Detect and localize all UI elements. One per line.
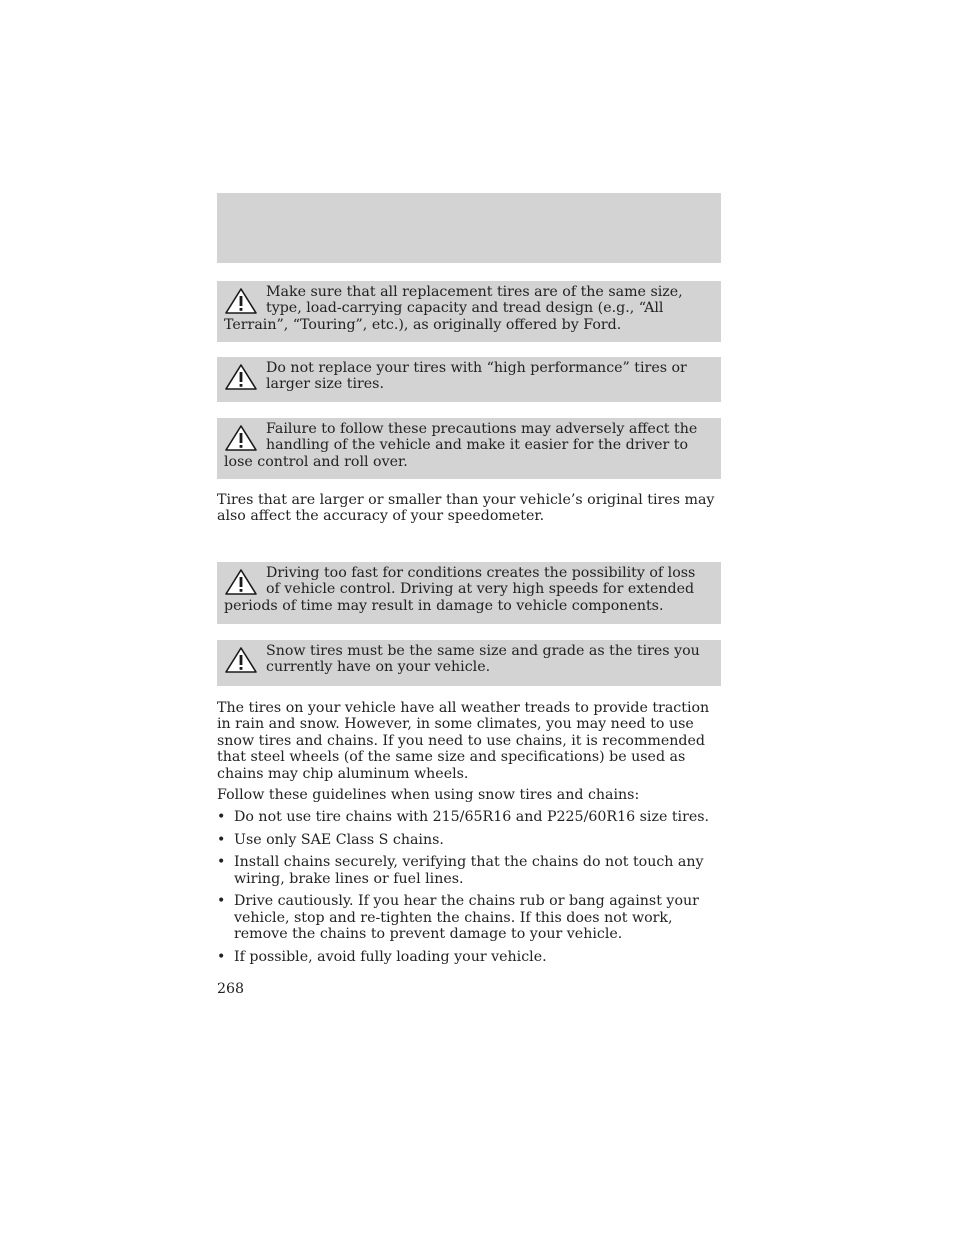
warning-triangle-icon	[224, 646, 258, 674]
bullet-symbol: •	[217, 854, 226, 871]
guidelines-intro: Follow these guidelines when using snow tires and chains:	[217, 787, 640, 803]
bullet-symbol: •	[217, 809, 226, 825]
warning-text: Do not replace your tires with “high performance” tires or larger size tires.	[266, 360, 687, 393]
warning-box-driving-speed	[217, 562, 721, 624]
list-item-text: If possible, avoid fully loading your vehicle.	[234, 948, 547, 965]
speedometer-paragraph: Tires that are larger or smaller than your vehicle’s original tires may also affect the accuracy of your speedometer.	[217, 492, 715, 525]
warning-text: Snow tires must be the same size and grade as the tires you currently have on your vehicle.	[266, 643, 700, 676]
warning-triangle-icon	[224, 287, 258, 315]
warning-triangle-icon	[224, 363, 258, 391]
warning-text: Failure to follow these precautions may adversely affect the handling of the vehicle and make it easier for the driver to lose control and roll over.	[224, 421, 698, 470]
bullet-symbol: •	[217, 948, 226, 965]
all-weather-paragraph: The tires on your vehicle have all weather treads to provide traction in rain and snow. However, in some climates, you may need to use snow tires and chains. If you need to use chains, it is recommended that steel wheels (of the same size and specifications) be used as chains may chip aluminum wheels.	[217, 700, 710, 782]
warning-triangle-icon	[224, 568, 258, 596]
bullet-symbol: •	[217, 831, 226, 848]
warning-text: Make sure that all replacement tires are of the same size, type, load-carrying capacity and tread design (e.g., “All Terrain”, “Touring”, etc.), as originally offered by Ford.	[224, 284, 683, 333]
list-item	[217, 949, 721, 965]
warning-triangle-icon	[224, 424, 258, 452]
warning-box-replacement-tires	[217, 281, 721, 342]
list-item-text: Do not use tire chains with 215/65R16 and P225/60R16 size tires.	[234, 809, 710, 825]
bullet-symbol: •	[217, 893, 226, 910]
list-item	[217, 809, 721, 825]
list-item	[217, 854, 721, 887]
warning-box-snow-tires	[217, 640, 721, 686]
warning-text: Driving too fast for conditions creates the possibility of loss of vehicle control. Driving at very high speeds for extended periods of time may result in damage to vehicle components.	[224, 565, 696, 614]
list-item	[217, 832, 721, 848]
page-number: 268	[217, 981, 245, 997]
list-item-text: Use only SAE Class S chains.	[234, 831, 444, 848]
list-item-text: Drive cautiously. If you hear the chains rub or bang against your vehicle, stop and re-tighten the chains. If this does not work, remove the chains to prevent damage to your vehicle.	[234, 893, 699, 942]
warning-box-high-performance	[217, 357, 721, 402]
guidelines-list	[217, 809, 721, 971]
section-header-band	[217, 193, 721, 263]
warning-box-precautions	[217, 418, 721, 479]
list-item	[217, 893, 721, 942]
list-item-text: Install chains securely, verifying that the chains do not touch any wiring, brake lines or fuel lines.	[234, 854, 704, 887]
